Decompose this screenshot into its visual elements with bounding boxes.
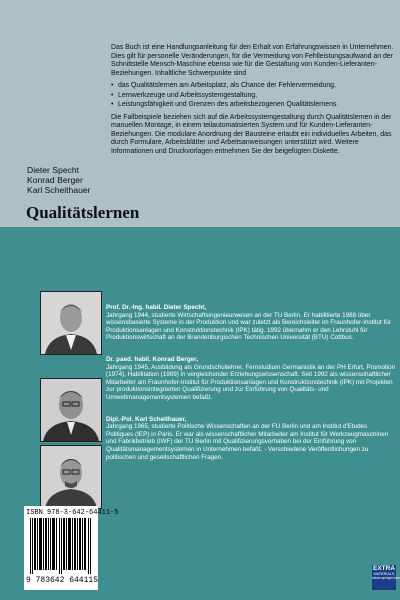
bio-specht [106, 304, 396, 342]
extra-materials-badge [372, 565, 400, 590]
bio-text: Jahrgang 1965, studierte Politische Wissenschaften an der FU Berlin und am Institut d'Etudes Politiques (IEP) in Paris. Er war als wissenschaftlicher Mitarbeiter am Institut für Werkzeugmaschinen und Fabrikbetrieb (IWF) der TU Berlin mit Qualifizierungsvorhaben bei der Einführung von Qualitätsmanagementsystemen in Unternehmen befaßt. - Verschiedene Veröffentlichungen zu politischen und gesellschaftlichen Fragen. [106, 423, 389, 461]
bio-name: Dipl.-Pol. Karl Scheithauer, [106, 415, 187, 423]
author-photo-specht [40, 291, 102, 355]
badge-url: extras.springer.com [372, 576, 400, 580]
blurb-bullet: • Lernwerkzeuge und Arbeitssystemgestaltung, [111, 92, 397, 101]
bio-text: Jahrgang 1945, Ausbildung als Grundschullehrer, Fernstudium Germanistik an der PH Erfurt, Promotion (1974), Habilitation (1989) in vergleichender Erziehungswissenschaft. Seit 1992 als wissenschaftlicher Mitarbeiter am Fraunhofer-Institut für Produktionsanlagen und Konstruktionstechnik (IPK) mit Projekten zur produktionsintegrierten Qualifizierung und zur Einführung von Qualitäts- und Umweltmanagementsystemen befaßt. [106, 363, 396, 401]
author-name: Dieter Specht [27, 165, 80, 175]
blurb-outro: Die Fallbeispiele beziehen sich auf die Arbeitssystemgestaltung durch Qualitätslernen in der manuellen Montage, in einem teilautomatisierten System und für Kunden-Lieferanten-Beziehungen. Die modulare Anordnung der Bausteine erlaubt ein individuelles Arbeiten, das durch Formulare, Arbeitsblätter und Arbeitsanweisungen unterstützt wird. Weitere Informationen und Druckvorlagen entnehmen Sie der beigefügten Diskette. [111, 113, 392, 155]
badge-label: EXTRA [372, 565, 396, 572]
author-list [27, 165, 91, 195]
badge-sub: MATERIALS [373, 572, 395, 576]
bio-text: Jahrgang 1944, studierte Wirtschaftsingenieurwesen an der TU Berlin. Er habilitierte 1988 über wissensbasierte Systeme in der Produktion und war zuletzt als Bereichsleiter im Fraunhofer-Institut für Produktionsanlagen und Konstruktionstechnik (IPK) tätig. 1992 übernahm er den Lehrstuhl für Produktionswirtschaft an der Brandenburgischen Technischen Universität (BTU) Cottbus. [106, 311, 391, 342]
bio-berger [106, 356, 396, 402]
bio-name: Prof. Dr.-Ing. habil. Dieter Specht, [106, 304, 207, 311]
author-photo-scheithauer [40, 445, 102, 509]
author-bios [106, 304, 396, 468]
isbn-text: ISBN 978-3-642-64411-5 [26, 509, 119, 517]
back-cover-blurb [111, 44, 397, 160]
isbn-barcode [24, 506, 119, 590]
author-photo-berger [40, 378, 102, 442]
blurb-intro: Das Buch ist eine Handlungsanleitung für den Erhalt von Erfahrungswissen in Unternehmen. Dies gilt für personelle Veränderungen, für die Vermeidung von Fehlleistungsaufwand an der Schnittstelle Mensch-Maschine ebenso wie für die Gestaltung von Kunden-Lieferanten-Beziehungen. Inhaltliche Schwerpunkte sind [111, 44, 394, 77]
author-name: Karl Scheithauer [27, 185, 91, 195]
bio-name: Dr. paed. habil. Konrad Berger, [106, 355, 199, 363]
book-title: Qualitätslernen [26, 203, 140, 222]
blurb-bullet: • Leistungsfähigkeit und Grenzen des arbeitsbezogenen Qualitätslernens. [111, 101, 397, 110]
bio-scheithauer [106, 416, 396, 462]
barcode-number: 9 783642 644115 [26, 576, 99, 585]
blurb-bullet-list [111, 82, 397, 110]
barcode-bars [30, 518, 92, 574]
blurb-bullet: • das Qualitätslernen am Arbeitsplatz, als Chance der Fehlervermeidung, [111, 82, 397, 91]
author-name: Konrad Berger [27, 175, 83, 185]
